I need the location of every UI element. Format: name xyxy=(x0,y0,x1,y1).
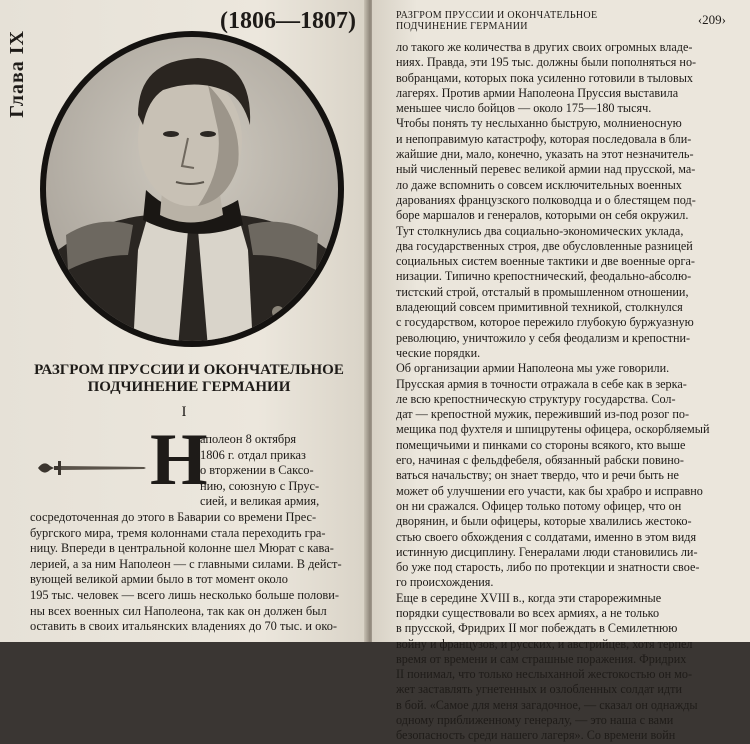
text-line: дарованиях французского полководца и о блестящем под- xyxy=(396,192,696,207)
text-line: аполеон 8 октября xyxy=(200,432,297,446)
text-line: ческие порядки. xyxy=(396,345,481,360)
text-line: боре маршалов и генералов, которыми он себя окружил. xyxy=(396,208,689,223)
left-body-text xyxy=(30,510,342,635)
text-line: Тут столкнулись два социально-экономических уклада, xyxy=(396,223,684,238)
napoleon-portrait xyxy=(38,30,346,348)
right-page xyxy=(372,0,750,743)
text-line: Прусская армия в точности отражала в себе как в зерка- xyxy=(396,376,687,391)
text-line: бургского мира, тремя колоннами стала переходить гра- xyxy=(30,525,326,540)
text-line: вобранцами, которых пока усиленно готовили в тыловых xyxy=(396,70,694,85)
text-line: его, начиная с фельдфебеля, обязанный рабски повино- xyxy=(396,453,684,468)
text-line: в прусской, Фридрих II мог побеждать в Семилетнюю xyxy=(396,621,678,636)
text-line: ло даже вспомнить о совсем исключительных военных xyxy=(396,177,682,192)
drop-cap: Н xyxy=(150,419,208,501)
chapter-title-line: ПОДЧИНЕНИЕ ГЕРМАНИИ xyxy=(87,379,291,395)
text-line: он ни сражался. Офицер только потому офицер, что он xyxy=(396,498,682,513)
text-line: дворянин, и были офицеры, которые хвалились жестоко- xyxy=(396,514,692,529)
text-line: ны всех военных сил Наполеона, так как он должен был xyxy=(30,603,327,618)
running-head-line: РАЗГРОМ ПРУССИИ И ОКОНЧАТЕЛЬНОЕ xyxy=(396,10,598,21)
text-line: вующей великой армии было в тот момент около xyxy=(30,572,288,587)
text-line: 1806 г. отдал приказ xyxy=(200,447,306,462)
text-line: бо уже под старость, либо по протекции и знатности свое- xyxy=(396,560,700,575)
text-line: два государственных строя, две обусловленные разницей xyxy=(396,238,693,253)
text-line: владеющий совсем примитивной техникой, столкнулся xyxy=(396,300,683,315)
text-line: лагерях. Против армии Наполеона Пруссия выставила xyxy=(396,85,679,100)
right-body-text xyxy=(396,40,709,744)
text-line: ницу. Впереди в центральной колонне шел Мюрат с кава- xyxy=(30,541,334,556)
text-line: о вторжении в Саксо- xyxy=(200,463,314,478)
text-line: стью своего обхождения с солдатами, именно в этом видя xyxy=(396,529,697,544)
text-line: дат — крепостной мужик, переживший из-под розог по- xyxy=(396,407,690,422)
text-line: одному приближенному генералу, — это наша с вами xyxy=(396,713,674,728)
text-line: меньшее число бойцов — около 175—180 тысяч. xyxy=(396,101,652,116)
text-line: порядки существовали во всех армиях, а не только xyxy=(396,605,660,620)
text-line: сией, и великая армия, xyxy=(200,494,320,509)
text-line: Об организации армии Наполеона мы уже говорили. xyxy=(396,361,670,376)
text-line: ло такого же количества в других своих огромных владе- xyxy=(396,40,693,54)
chapter-title-line: РАЗГРОМ ПРУССИИ И ОКОНЧАТЕЛЬНОЕ xyxy=(34,362,344,378)
text-line: истинную дисциплину. Генералами люди становились ли- xyxy=(396,544,698,559)
text-line: помещичьими и пинками со стороны всякого, кто выше xyxy=(396,437,686,452)
text-line: революцию, уничтожило у себя феодализм и крепостни- xyxy=(396,330,691,345)
text-line: может об улучшении его участи, как бы храбро и исправно xyxy=(396,483,703,498)
opening-lines xyxy=(200,432,319,510)
text-line: время от времени и сам страшные поражения. Фридрих xyxy=(396,651,687,666)
section-number: I xyxy=(181,404,187,420)
text-line: жайшие дни, мало, конечно, указать на этот незначитель- xyxy=(396,147,694,162)
text-line: Чтобы понять ту неслыханно быструю, молниеносную xyxy=(396,116,682,131)
text-line: оставить в своих итальянских владениях до 70 тыс. и око- xyxy=(30,619,338,634)
running-head-line: ПОДЧИНЕНИЕ ГЕРМАНИИ xyxy=(396,21,528,32)
text-line: тистский строй, отсталый в промышленном отношении, xyxy=(396,284,689,299)
text-line: войну и французов, и русских, и австрийцев, хотя терпел xyxy=(396,636,693,651)
text-line: социальных систем военные тактики и две военные орга- xyxy=(396,254,695,269)
sword-ornament-icon xyxy=(36,456,148,478)
text-line: в бой. «Самое для меня загадочное, — сказал он однажды xyxy=(396,697,698,712)
chapter-years: (1806—1807) xyxy=(220,8,356,34)
text-line: ле всю крепостническую структуру государства. Сол- xyxy=(396,391,676,406)
left-page xyxy=(0,0,368,642)
text-line: низации. Типично крепостнический, феодально-абсолю- xyxy=(396,269,692,284)
text-line: го происхождения. xyxy=(396,575,494,590)
text-line: мещика под фухтеля и шпицрутены офицера, оскорбляемый xyxy=(396,422,710,437)
text-line: лерией, а за ним Наполеон — с главными силами. В дейст- xyxy=(30,556,342,571)
text-line: 195 тыс. человек — всего лишь несколько больше полови- xyxy=(30,587,340,602)
text-line: с государством, которое пережило глубокую буржуазную xyxy=(396,315,694,330)
text-line: нию, союзную с Прус- xyxy=(200,478,320,493)
text-line: сосредоточенная до этого в Баварии со времени Прес- xyxy=(30,510,317,524)
chapter-label: Глава IX xyxy=(6,30,28,118)
text-line: Еще в середине XVIII в., когда эти старорежимные xyxy=(396,590,662,605)
chapter-title xyxy=(24,362,354,396)
page-number: ‹209› xyxy=(697,12,726,27)
running-head xyxy=(396,10,597,32)
text-line: и непоправимую катастрофу, которая последовала в бли- xyxy=(396,131,692,146)
text-line: ниях. Правда, эти 195 тыс. должны были пополняться но- xyxy=(396,55,697,70)
text-line: II понимал, что только неслыханной жестокостью он мо- xyxy=(396,667,693,682)
text-line: ный численный перевес великой армии над прусской, ма- xyxy=(396,162,696,177)
text-line: безопасность среди нашего лагеря». Со времени войн xyxy=(396,728,676,743)
text-line: ваться начальству; он знает твердо, что и речи быть не xyxy=(396,468,679,483)
text-line: жет заставлять угнетенных и озлобленных солдат идти xyxy=(396,682,682,697)
